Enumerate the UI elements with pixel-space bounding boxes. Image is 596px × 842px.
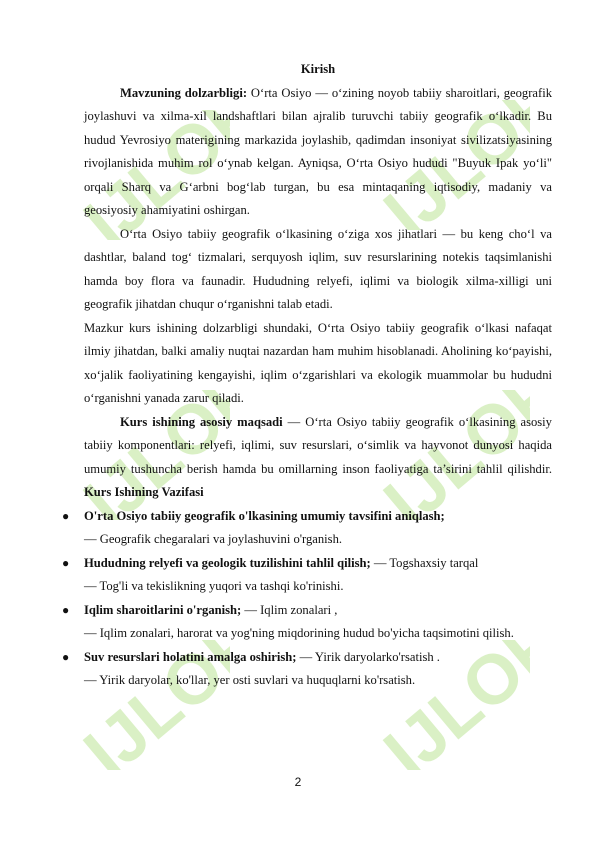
task-detail: — Yirik daryolar, ko'llar, yer osti suvlari va huquqlarni ko'rsatish. <box>84 673 416 687</box>
task-detail: — Iqlim zonalari, harorat va yog'ning miqdorining hudud bo'yicha taqsimotini qilish. <box>84 626 514 640</box>
task-title: Hududning relyefi va geologik tuzilishini tahlil qilish; <box>84 555 371 570</box>
task-rest: — Yirik daryolarko'rsatish . <box>296 649 440 664</box>
task-rest: — Iqlim zonalari , <box>241 602 338 617</box>
task-title: Iqlim sharoitlarini o'rganish; <box>84 602 242 617</box>
paragraph-lead-bold: Mavzuning dolzarbligi: <box>120 85 248 100</box>
list-item <box>62 599 552 646</box>
task-title: Suv resurslari holatini amalga oshirish; <box>84 649 297 664</box>
task-detail: — Tog'li va tekislikning yuqori va tashqi ko'rinishi. <box>84 579 344 593</box>
bullet-icon: ● <box>62 649 70 664</box>
paragraph-lead-bold: Kurs ishining asosiy maqsadi <box>120 414 283 429</box>
list-item <box>62 552 552 599</box>
task-rest: — Togshaxsiy tarqal <box>370 555 479 570</box>
paragraph-relevance <box>84 82 552 223</box>
bullet-icon: ● <box>62 555 70 570</box>
task-list <box>62 505 552 693</box>
paragraph-goal <box>84 411 552 505</box>
page-title: Kirish <box>300 62 336 76</box>
section-heading-tasks: Kurs Ishining Vazifasi <box>84 485 204 499</box>
list-item <box>62 505 552 552</box>
svg-text:IJLOF: IJLOF <box>69 640 230 770</box>
paragraph-text: O‘rta Osiyo — o‘zining noyob tabiiy sharoitlari, geografik joylashuvi va xilma-xil landshaftlari bilan ajralib turuvchi tabiiy geografik o‘lkadir. Bu hudud Yevrosiyo materigining markazida joylashib, qadimdan insoniyat sivilizatsiyasining rivojlanishida muhim rol o‘ynab kelgan. Ayniqsa, O‘rta Osiyo hududi "Buyuk Ipak yo‘li" orqali Sharq va G‘arbni bog‘lab turgan, bu esa mintaqaning iqtisodiy, madaniy va geosiyosiy ahamiyatini oshirgan. <box>84 85 552 217</box>
paragraph-features: O‘rta Osiyo tabiiy geografik o‘lkasining o‘ziga xos jihatlari — bu keng cho‘l va dashtlar, baland tog‘ tizmalari, serquyosh iqlim, suv resurslarining notekis taqsimlanishi hamda boy flora va faunadir. Hududning relyefi, iqlimi va biologik xilma-xilligi uni geografik jihatdan chuqur o‘rganishni talab etadi. <box>84 226 552 311</box>
svg-text:IJLOF: IJLOF <box>69 110 230 240</box>
svg-text:IJLOF: IJLOF <box>69 390 230 520</box>
paragraph-course-relevance: Mazkur kurs ishining dolzarbligi shundaki, O‘rta Osiyo tabiiy geografik o‘lkasi nafaqat ilmiy jihatdan, balki amaliy nuqtai nazardan ham muhim hisoblanadi. Aholining ko‘payishi, xo‘jalik faoliyatining kengayishi, iqlim o‘zgarishlari va ekologik muammolar bu hududni o‘rganishni yanada zarur qiladi. <box>84 320 552 405</box>
bullet-icon: ● <box>62 602 70 617</box>
bullet-icon: ● <box>62 508 70 523</box>
paragraph-text: — O‘rta Osiyo tabiiy geografik o‘lkasining asosiy tabiiy komponentlari: relyefi, iqlimi, suv resurslari, o‘simlik va hayvonot dunyosi haqida umumiy tushuncha berish hamda bu omillarning inson faoliyatiga ta’sirini tahlil qilishdir. <box>84 414 552 476</box>
svg-text:IJLOF: IJLOF <box>369 640 530 770</box>
page-number: 2 <box>294 775 302 789</box>
list-item <box>62 646 552 693</box>
document-page <box>62 58 552 693</box>
task-title: O'rta Osiyo tabiiy geografik o'lkasining umumiy tavsifini aniqlash; <box>84 508 445 523</box>
svg-text:IJLOF: IJLOF <box>369 100 530 230</box>
task-detail: — Geografik chegaralari va joylashuvini o'rganish. <box>84 532 343 546</box>
svg-text:IJLOF: IJLOF <box>369 390 530 520</box>
